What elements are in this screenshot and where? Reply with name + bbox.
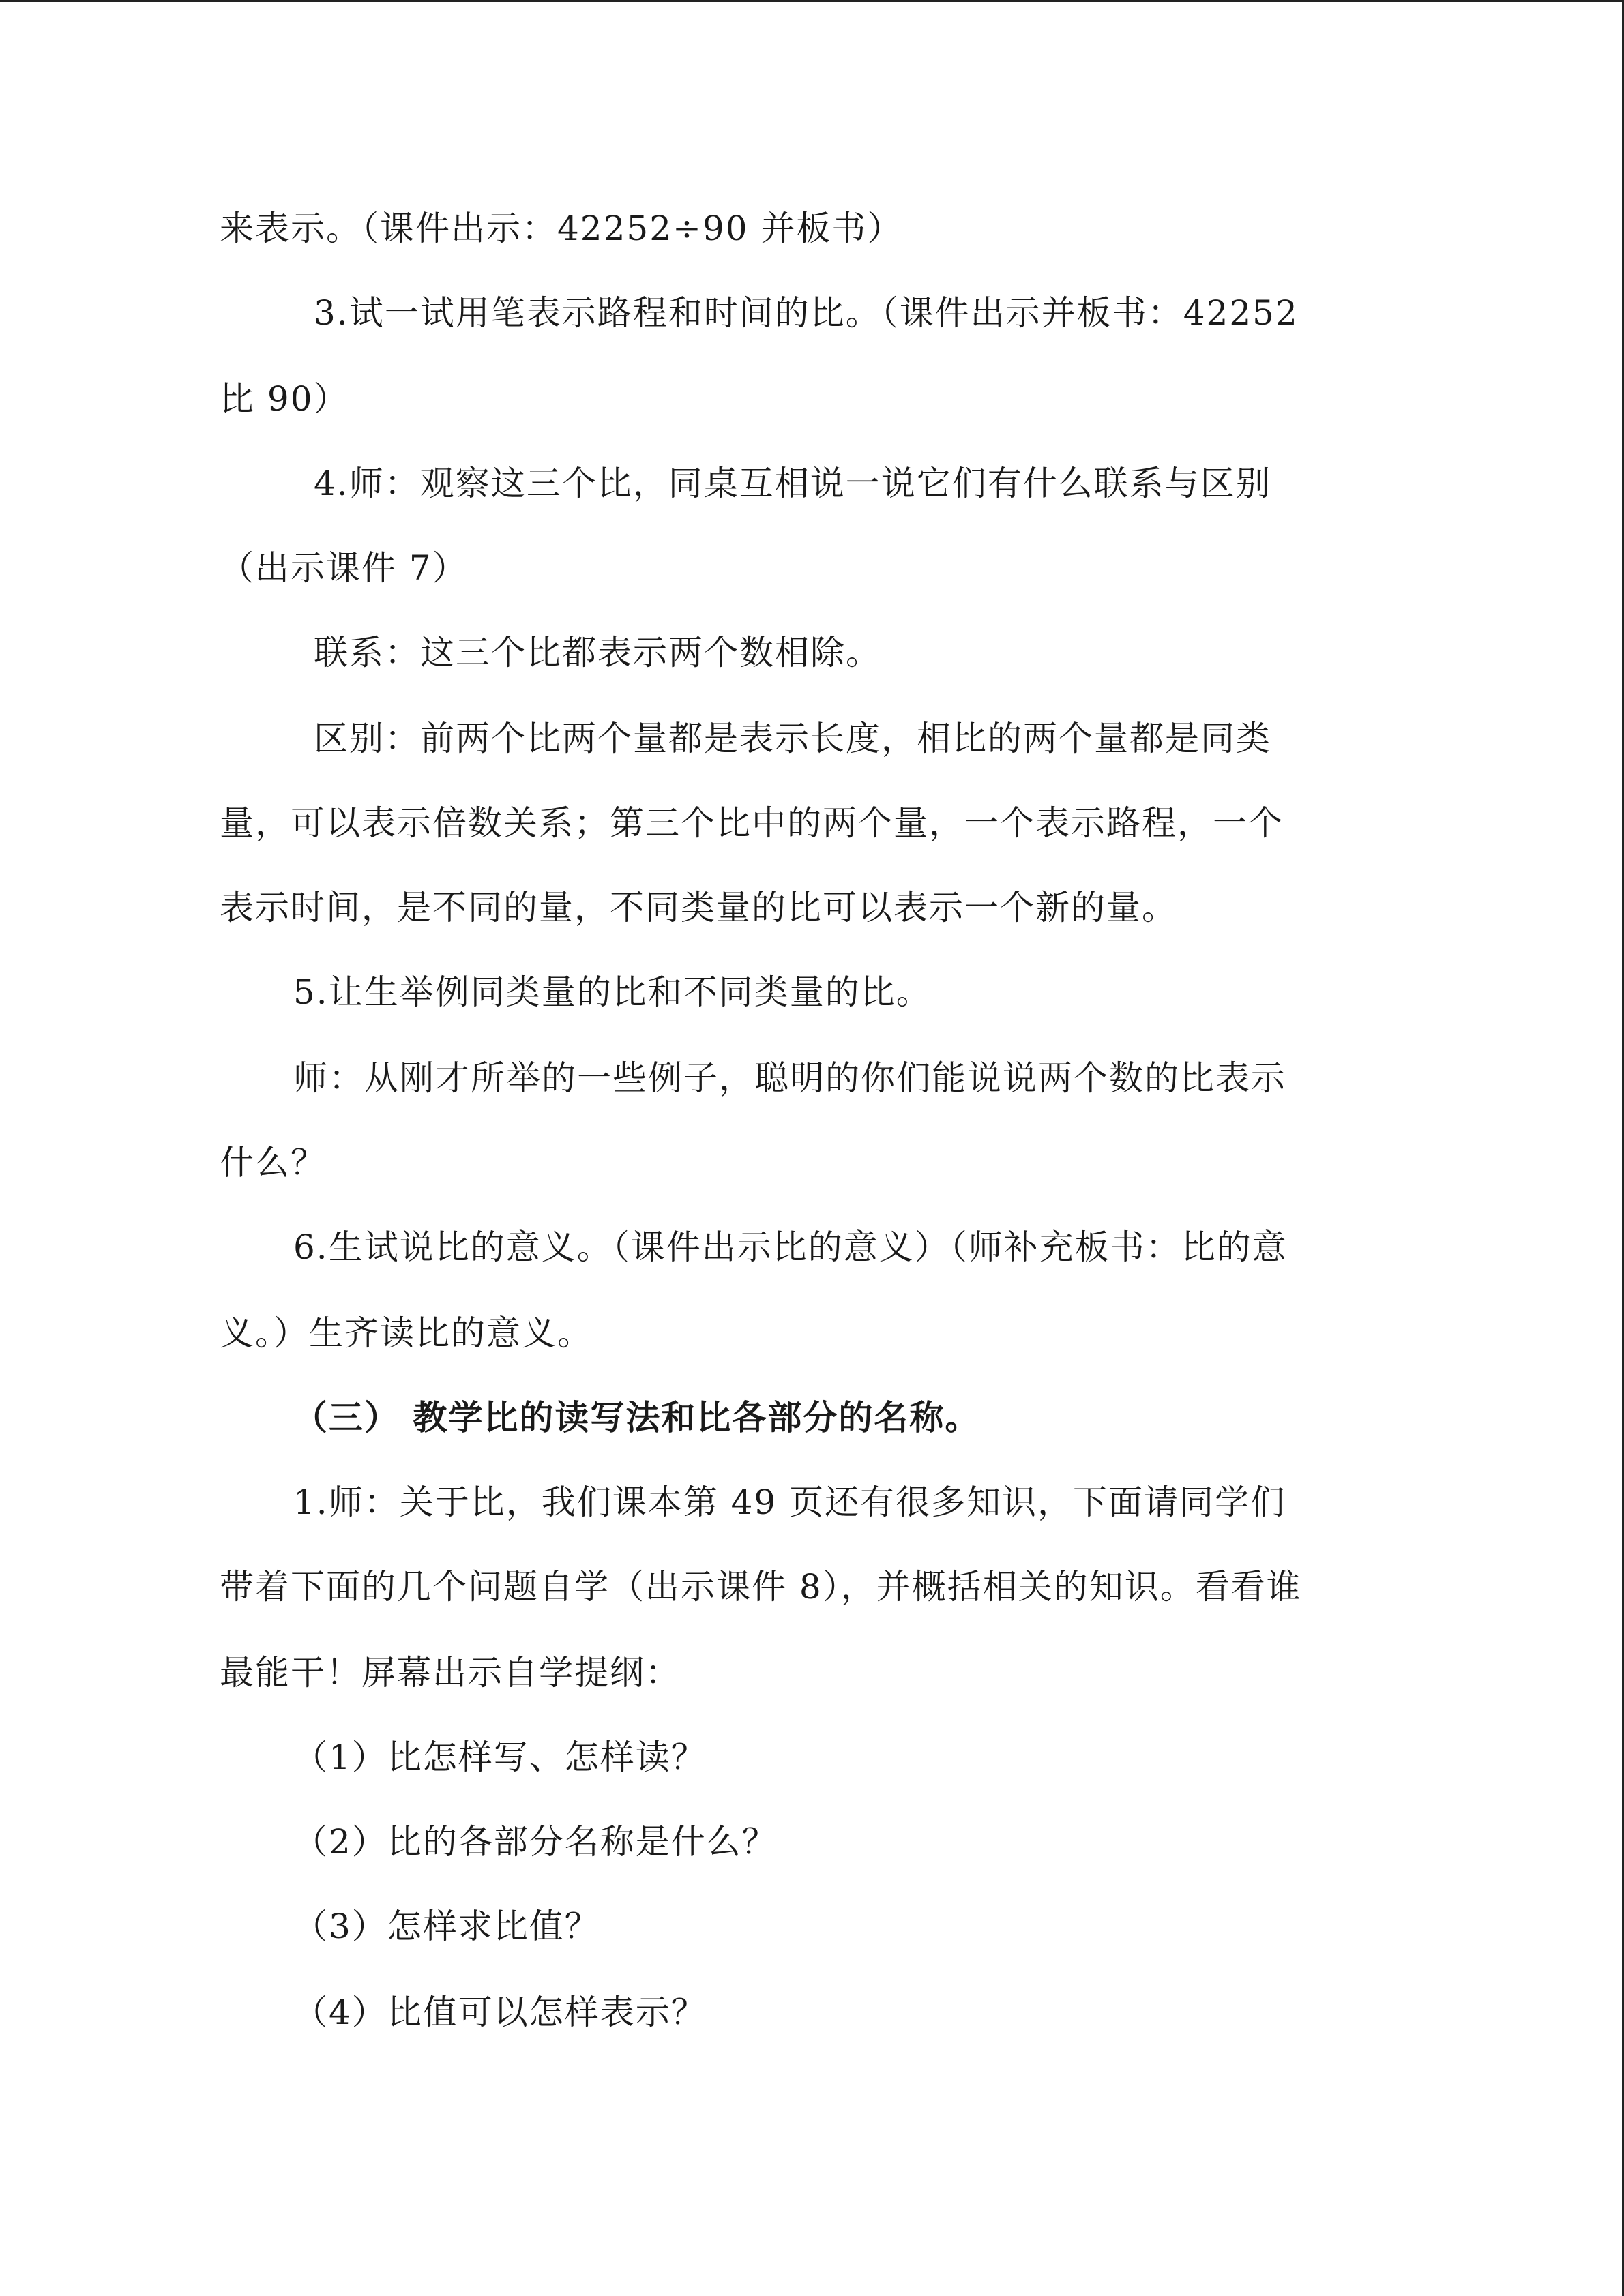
section-heading: （三） 教学比的读写法和比各部分的名称。 — [293, 1397, 981, 1437]
paragraph-line: 带着下面的几个问题自学（出示课件 8），并概括相关的知识。看看谁 — [220, 1567, 1302, 1607]
paragraph-line: 1.师：关于比，我们课本第 49 页还有很多知识，下面请同学们 — [293, 1482, 1286, 1522]
paragraph-line: 什么？ — [220, 1143, 326, 1182]
list-item: （3）怎样求比值？ — [293, 1907, 600, 1946]
paragraph-line: 表示时间，是不同的量，不同类量的比可以表示一个新的量。 — [220, 888, 1177, 927]
paragraph-line: 4.师：观察这三个比，同桌互相说一说它们有什么联系与区别 — [314, 464, 1271, 503]
list-item: （2）比的各部分名称是什么？ — [293, 1822, 778, 1862]
paragraph-line: 最能干！屏幕出示自学提纲： — [220, 1653, 681, 1693]
paragraph-line: 5.让生举例同类量的比和不同类量的比。 — [293, 972, 932, 1012]
paragraph-line: 量，可以表示倍数关系；第三个比中的两个量，一个表示路程，一个 — [220, 803, 1284, 843]
paragraph-line: 6.生试说比的意义。（课件出示比的意义）（师补充板书：比的意 — [293, 1227, 1288, 1267]
paragraph-line: 联系：这三个比都表示两个数相除。 — [314, 633, 881, 672]
list-item: （1）比怎样写、怎样读？ — [293, 1738, 707, 1777]
paragraph-line: 师：从刚才所举的一些例子，聪明的你们能说说两个数的比表示 — [293, 1058, 1286, 1098]
paragraph-line: 义。）生齐读比的意义。 — [220, 1313, 593, 1353]
paragraph-line: 来表示。（课件出示：42252÷90 并板书） — [220, 209, 903, 248]
list-item: （4）比值可以怎样表示？ — [293, 1993, 707, 2032]
paragraph-line: 区别：前两个比两个量都是表示长度，相比的两个量都是同类 — [314, 719, 1271, 758]
paragraph-line: 3.试一试用笔表示路程和时间的比。（课件出示并板书：42252 — [314, 293, 1299, 333]
paragraph-line: （出示课件 7） — [220, 548, 468, 588]
paragraph-line: 比 90） — [220, 379, 349, 419]
